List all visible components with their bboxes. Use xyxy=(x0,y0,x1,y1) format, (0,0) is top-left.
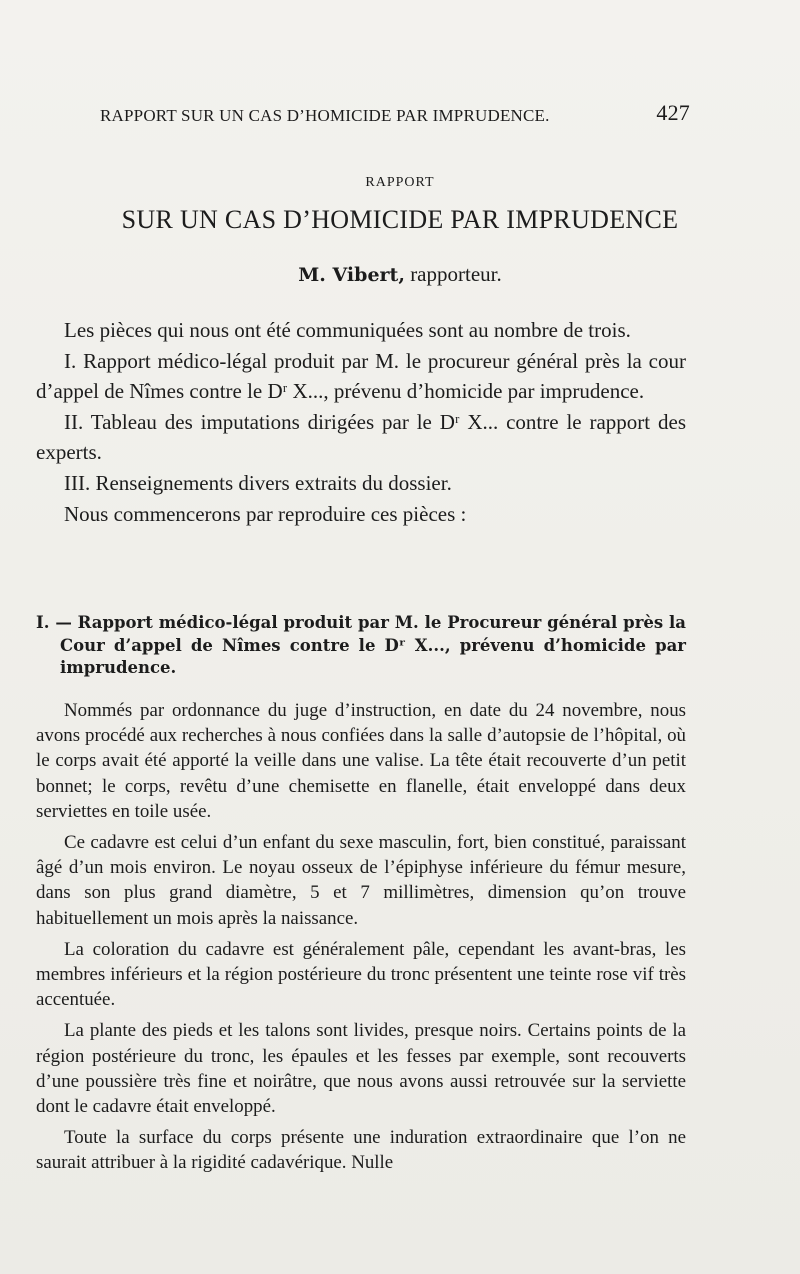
article-title: SUR UN CAS D’HOMICIDE PAR IMPRUDENCE xyxy=(121,205,679,234)
document-list-item: III. Renseignements divers extraits du dossier. xyxy=(64,470,452,495)
section-heading-text: I. — Rapport médico-légal produit par M. le Procureur général près la Cour d’appel de Nîmes contre le Dʳ X..., prévenu d’homicide par imprudence. xyxy=(36,613,686,677)
article-reporter xyxy=(0,262,800,287)
intro-paragraph: Nous commencerons par reproduire ces pièces : xyxy=(64,501,467,526)
section-body xyxy=(36,698,686,1182)
body-paragraph: La coloration du cadavre est généralement pâle, cependant les avant-bras, les membres inférieurs et la région postérieure du tronc présentent une teinte rose vif très accentuée. xyxy=(36,938,686,1011)
running-title: RAPPORT SUR UN CAS D’HOMICIDE PAR IMPRUDENCE. xyxy=(100,106,550,125)
article-kicker: RAPPORT xyxy=(365,175,435,190)
body-paragraph: La plante des pieds et les talons sont livides, presque noirs. Certains points de la région postérieure du tronc, les épaules et les fesses par exemple, sont recouverts d’une poussière très fine et noirâtre, que nous avons aussi retrouvée sur la serviette dont le cadavre était enveloppé. xyxy=(36,1020,686,1118)
intro-text xyxy=(36,315,686,529)
intro-paragraph: Les pièces qui nous ont été communiquées sont au nombre de trois. xyxy=(64,318,631,342)
document-list-item: I. Rapport médico-légal produit par M. le procureur général près la cour d’appel de Nîmes contre le Dʳ X..., prévenu d’homicide par imprudence. xyxy=(36,348,686,404)
page-number: 427 xyxy=(656,100,690,125)
reporter-name: M. Vibert, xyxy=(298,264,405,286)
body-paragraph: Toute la surface du corps présente une induration extraordinaire que l’on ne saurait attribuer à la rigidité cadavérique. Nulle xyxy=(36,1127,686,1174)
document-list-item: II. Tableau des imputations dirigées par le Dʳ X... contre le rapport des experts. xyxy=(36,409,686,465)
reporter-role: rapporteur. xyxy=(404,262,502,286)
section-heading xyxy=(36,612,686,680)
body-paragraph: Nommés par ordonnance du juge d’instruction, en date du 24 novembre, nous avons procédé aux recherches à nous confiées dans la salle d’autopsie de l’hôpital, où le corps avait été apporté la veille dans une valise. La tête était recouverte d’un petit bonnet; le corps, revêtu d’une chemisette en flanelle, était enveloppé dans deux serviettes en toile usée. xyxy=(36,700,686,822)
body-paragraph: Ce cadavre est celui d’un enfant du sexe masculin, fort, bien constitué, paraissant âgé d’un mois environ. Le noyau osseux de l’épiphyse inférieure du fémur mesure, dans son plus grand diamètre, 5 et 7 millimètres, dimension qu’on trouve habituellement un mois après la naissance. xyxy=(36,832,686,929)
